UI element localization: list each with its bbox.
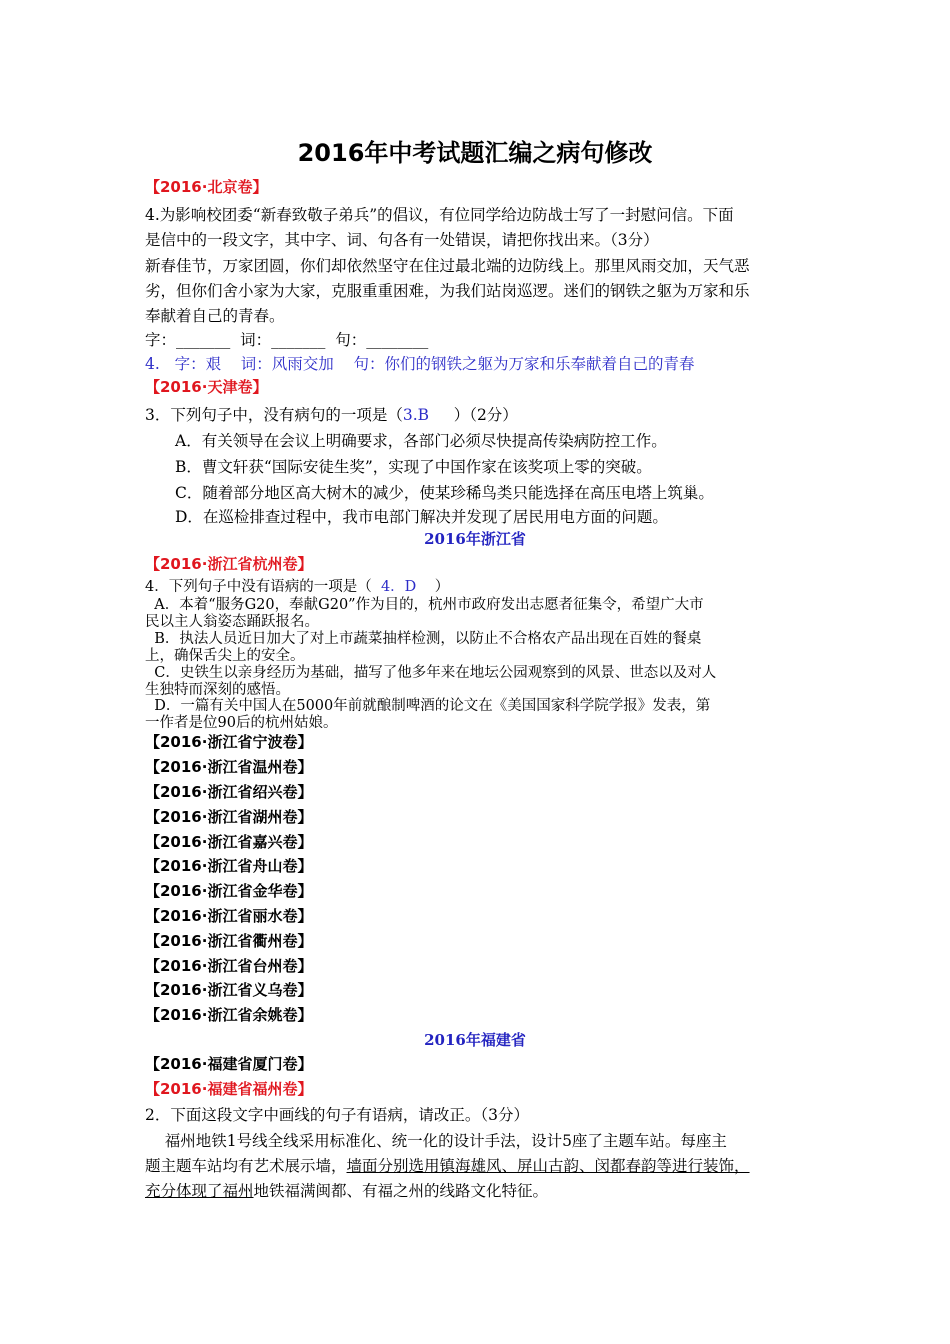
beijing-answer-blanks: 字：_______ 词：_______ 句：________	[145, 331, 429, 349]
fuzhou-underlined-sentence: 墙面分别选用镇海雄风、屏山古韵、闵都春韵等进行装饰，	[346, 1157, 750, 1175]
beijing-passage-line-3: 奉献着自己的青春。	[145, 307, 285, 325]
tianjin-question	[145, 403, 805, 425]
hangzhou-line-7: D．一篇有关中国人在5000年前就酿制啤酒的论文在《美国国家科学院学报》发表，第	[145, 698, 711, 714]
heading-huzhou: 【2016·浙江省湖州卷】	[145, 808, 313, 826]
beijing-answer: 4. 字：艰 词：风雨交加 句：你们的钢铁之躯为万家和乐奉献着自己的青春	[145, 355, 695, 373]
heading-jiaxing: 【2016·浙江省嘉兴卷】	[145, 833, 313, 851]
hangzhou-line-3: B．执法人员近日加大了对上市蔬菜抽样检测，以防止不合格农产品出现在百姓的餐桌	[145, 631, 702, 647]
tianjin-answer: 3.B	[402, 406, 430, 424]
heading-zhoushan: 【2016·浙江省舟山卷】	[145, 857, 313, 875]
hangzhou-line-4: 上，确保舌尖上的安全。	[145, 648, 305, 664]
heading-yiwu: 【2016·浙江省义乌卷】	[145, 981, 313, 999]
heading-quzhou: 【2016·浙江省衢州卷】	[145, 932, 313, 950]
fuzhou-passage-line-2	[145, 1154, 805, 1176]
heading-shaoxing: 【2016·浙江省绍兴卷】	[145, 783, 313, 801]
hangzhou-question-tail: ）	[416, 579, 450, 595]
heading-xiamen: 【2016·福建省厦门卷】	[145, 1055, 313, 1073]
tianjin-question-text: 3．下列句子中，没有病句的一项是（	[145, 406, 403, 424]
hangzhou-line-8: 一作者是位90后的杭州姑娘。	[145, 715, 338, 731]
beijing-question-line-2: 是信中的一段文字，其中字、词、句各有一处错误，请把你找出来。（3分）	[145, 231, 659, 249]
heading-wenzhou: 【2016·浙江省温州卷】	[145, 758, 313, 776]
beijing-question-line-1: 4.为影响校团委“新春致敬子弟兵”的倡议，有位同学给边防战士写了一封慰问信。下面	[145, 206, 734, 224]
beijing-passage-line-2: 劣，但你们舍小家为大家，克服重重困难，为我们站岗巡逻。迷们的钢铁之躯为万家和乐	[145, 282, 750, 300]
fuzhou-underlined-sentence-end: 充分体现了福州	[145, 1182, 254, 1200]
tianjin-option-a: A．有关领导在会议上明确要求，各部门必须尽快提高传染病防控工作。	[175, 432, 667, 450]
tianjin-option-d: D．在巡检排查过程中，我市电部门解决并发现了居民用电方面的问题。	[175, 508, 668, 526]
fuzhou-passage-text: 题主题车站均有艺术展示墙，	[145, 1157, 347, 1175]
beijing-passage-line-1: 新春佳节，万家团圆，你们却依然坚守在住过最北端的边防线上。那里风雨交加，天气恶	[145, 257, 750, 275]
heading-hangzhou: 【2016·浙江省杭州卷】	[145, 555, 313, 573]
tianjin-option-c: C．随着部分地区高大树木的减少，使某珍稀鸟类只能选择在高压电塔上筑巢。	[175, 484, 714, 502]
fuzhou-question: 2．下面这段文字中画线的句子有语病，请改正。（3分）	[145, 1106, 529, 1124]
tianjin-option-b: B．曹文轩获“国际安徒生奖”，实现了中国作家在该奖项上零的突破。	[175, 458, 652, 476]
hangzhou-line-6: 生独特而深刻的感悟。	[145, 682, 290, 698]
heading-fuzhou: 【2016·福建省福州卷】	[145, 1080, 313, 1098]
hangzhou-line-2: 民以主人翁姿态踊跃报名。	[145, 614, 319, 630]
heading-tianjin: 【2016·天津卷】	[145, 378, 268, 396]
hangzhou-question-text: 4．下列句子中没有语病的一项是（	[145, 579, 381, 595]
heading-lishui: 【2016·浙江省丽水卷】	[145, 907, 313, 925]
section-fujian: 2016年福建省	[424, 1031, 526, 1049]
heading-ningbo: 【2016·浙江省宁波卷】	[145, 733, 313, 751]
tianjin-question-tail: ）（2分）	[429, 406, 518, 424]
page-title: 2016年中考试题汇编之病句修改	[297, 139, 653, 167]
section-zhejiang: 2016年浙江省	[424, 530, 526, 548]
fuzhou-passage-line-3	[145, 1179, 805, 1201]
heading-jinhua: 【2016·浙江省金华卷】	[145, 882, 313, 900]
heading-yuyao: 【2016·浙江省余姚卷】	[145, 1006, 313, 1024]
hangzhou-answer: 4．D	[380, 579, 417, 595]
hangzhou-line-1: A．本着“服务G20，奉献G20”作为目的，杭州市政府发出志愿者征集令，希望广大市	[145, 597, 704, 613]
fuzhou-passage-line-1: 福州地铁1号线全线采用标准化、统一化的设计手法，设计5座了主题车站。每座主	[145, 1132, 727, 1150]
hangzhou-line-5: C．史铁生以亲身经历为基础，描写了他多年来在地坛公园观察到的风景、世态以及对人	[145, 665, 717, 681]
fuzhou-passage-text-end: 地铁福满闽都、有福之州的线路文化特征。	[253, 1182, 549, 1200]
heading-taizhou: 【2016·浙江省台州卷】	[145, 957, 313, 975]
heading-beijing: 【2016·北京卷】	[145, 178, 268, 196]
